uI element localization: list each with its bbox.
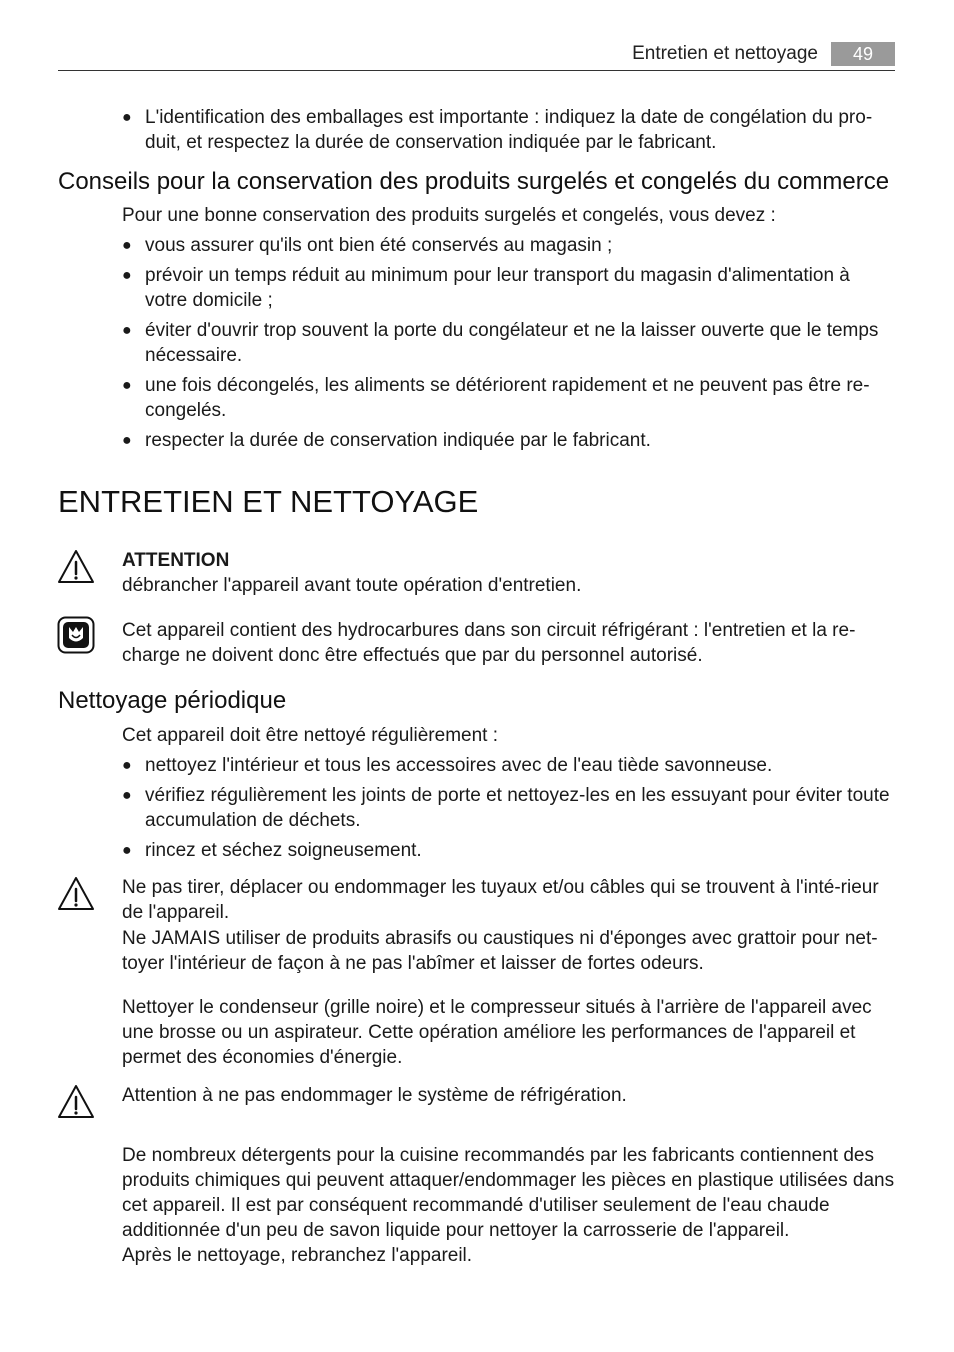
list-item-text: vérifiez régulièrement les joints de porte et nettoyez-les en les essuyant pour éviter toute accumulation de déchets. xyxy=(145,785,890,831)
list-item-text: éviter d'ouvrir trop souvent la porte du congélateur et ne la laisser ouverte que le temps nécessaire. xyxy=(145,320,879,366)
list-item xyxy=(122,428,895,453)
conseils-intro: Pour une bonne conservation des produits surgelés et congelés, vous devez : xyxy=(122,205,776,226)
list-item xyxy=(122,753,895,778)
warning-icon xyxy=(57,1083,95,1121)
list-item xyxy=(122,318,895,368)
detergents-text: De nombreux détergents pour la cuisine recommandés par les fabricants contiennent des produits chimiques qui peuvent attaquer/endommager les pièces en plastique utilisées dans cet appareil. Il est par conséquent recommandé d'utiliser seulement de l'eau chaude additionnée d'un peu de savon liquide pour nettoyer la carrosserie de l'appareil. xyxy=(122,1145,895,1241)
list-item xyxy=(122,838,895,863)
nettoyage-intro: Cet appareil doit être nettoyé régulièrement : xyxy=(122,725,498,746)
list-item-text: vous assurer qu'ils ont bien été conservés au magasin ; xyxy=(145,235,613,256)
bullet-dot: ● xyxy=(122,237,132,254)
section-heading-conseils: Conseils pour la conservation des produits surgelés et congelés du commerce xyxy=(58,168,890,195)
chapter-heading: ENTRETIEN ET NETTOYAGE xyxy=(58,484,479,519)
bullet-dot: ● xyxy=(122,757,132,774)
list-item xyxy=(122,263,895,313)
list-item-text: prévoir un temps réduit au minimum pour leur transport du magasin d'alimentation à votre domicile ; xyxy=(145,265,850,311)
condenseur-text: Nettoyer le condenseur (grille noire) et le compresseur situés à l'arrière de l'appareil avec une brosse ou un aspirateur. Cette opération améliore les performances de l'appareil et permet des économies d'énergie. xyxy=(122,997,872,1068)
section-heading-nettoyage: Nettoyage périodique xyxy=(58,687,287,714)
bullet-dot: ● xyxy=(122,322,132,339)
warning-icon xyxy=(57,875,95,913)
bullet-dot: ● xyxy=(122,842,132,859)
bullet-dot: ● xyxy=(122,109,132,126)
header-divider xyxy=(58,70,895,71)
list-item-text: L'identification des emballages est importante : indiquez la date de congélation du pro-duit, et respectez la durée de conservation indiquée par le fabricant. xyxy=(145,107,873,153)
list-item xyxy=(122,373,895,423)
list-item-text: rincez et séchez soigneusement. xyxy=(145,840,422,861)
warning-text-refrigeration: Attention à ne pas endommager le système de réfrigération. xyxy=(122,1085,627,1106)
attention-label: ATTENTION xyxy=(122,550,230,571)
page-number: 49 xyxy=(831,42,895,66)
list-item-text: respecter la durée de conservation indiquée par le fabricant. xyxy=(145,430,651,451)
hydrocarbon-text: Cet appareil contient des hydrocarbures dans son circuit réfrigérant : l'entretien et la re-charge ne doivent donc être effectués que par du personnel autorisé. xyxy=(122,620,856,666)
attention-text: débrancher l'appareil avant toute opération d'entretien. xyxy=(122,575,582,596)
running-header-title: Entretien et nettoyage xyxy=(632,43,818,64)
warning-text-abrasifs: Ne JAMAIS utiliser de produits abrasifs ou caustiques ni d'éponges avec grattoir pour net-toyer l'intérieur de façon à ne pas l'abîmer et laisser de fortes odeurs. xyxy=(122,928,878,974)
warning-icon xyxy=(57,548,95,586)
bullet-dot: ● xyxy=(122,787,132,804)
bullet-dot: ● xyxy=(122,267,132,284)
bullet-dot: ● xyxy=(122,432,132,449)
hydrocarbon-safety-icon xyxy=(57,616,95,654)
rebrancher-text: Après le nettoyage, rebranchez l'appareil. xyxy=(122,1245,473,1266)
list-item xyxy=(122,233,895,258)
list-item-text: une fois décongelés, les aliments se détériorent rapidement et ne peuvent pas être re-congelés. xyxy=(145,375,870,421)
list-item-text: nettoyez l'intérieur et tous les accessoires avec de l'eau tiède savonneuse. xyxy=(145,755,773,776)
warning-text-cables: Ne pas tirer, déplacer ou endommager les tuyaux et/ou câbles qui se trouvent à l'inté-rieur de l'appareil. xyxy=(122,877,879,923)
list-item xyxy=(122,783,895,833)
list-item xyxy=(122,105,895,155)
bullet-dot: ● xyxy=(122,377,132,394)
